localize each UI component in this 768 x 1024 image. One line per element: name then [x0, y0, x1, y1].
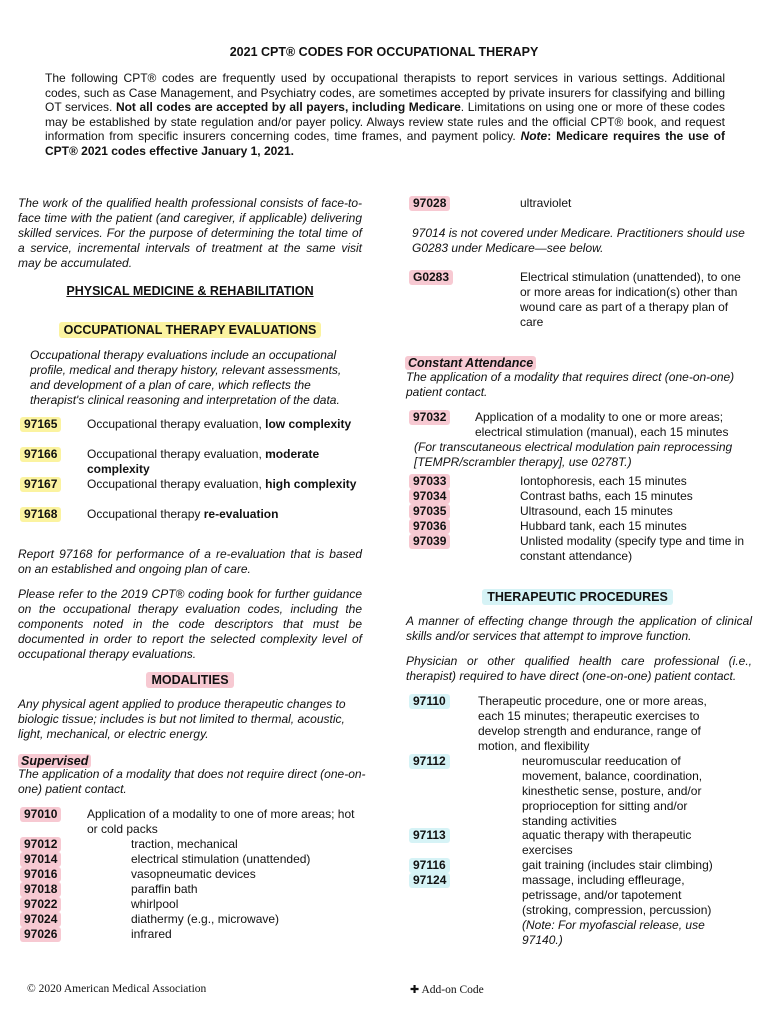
code-97033: 97033 [409, 474, 450, 489]
desc-bold: moderate complexity [87, 447, 320, 476]
code-g0283: G0283 [409, 270, 453, 285]
code-description: neuromuscular reeducation of movement, balance, coordination, kinesthetic sense, posture, and/or proprioception for sitting and/or standing activities [522, 754, 703, 828]
constant-heading-text: Constant Attendance [405, 356, 536, 370]
code-97110: 97110 [409, 694, 450, 709]
intro-paragraph [45, 71, 725, 159]
code-description: gait training (includes stair climbing) [522, 858, 713, 872]
code-97039: 97039 [409, 534, 450, 549]
code-description: diathermy (e.g., microwave) [131, 912, 280, 926]
code-description: whirlpool [131, 897, 179, 911]
pmr-heading [18, 282, 362, 300]
code-description: Electrical stimulation (unattended), to one or more areas for indication(s) other than wound care as part of a therapy plan of care [520, 270, 741, 329]
code-description: Therapeutic procedure, one or more areas, each 15 minutes; therapeutic exercises to develop strength and endurance, range of motion, and flexibility [478, 694, 707, 753]
supervised-code-row [20, 897, 365, 912]
eval-description: Occupational therapy evaluations include an occupational profile, medical and therapy history, relevant assessments, and development of a plan of care, which reflects the therapist's clinical reasoning and interpretation of the data. [30, 348, 342, 407]
code-description: Hubbard tank, each 15 minutes [520, 519, 687, 533]
desc-text: Occupational therapy evaluation, [87, 447, 266, 461]
desc-text: Occupational therapy evaluation, [87, 417, 266, 431]
add-on-icon: ✚ [410, 983, 420, 996]
addon-label: Add-on Code [421, 984, 484, 996]
intro-bold-2: : Medicare requires the use of CPT® 2021 codes effective January 1, 2021. [45, 129, 725, 158]
refer-text: Please refer to the 2019 CPT® coding book for further guidance on the occupational therapy evaluation codes, including the components noted in the code descriptors that must be documented in order to report the selected complexity level of occupational therapy evaluations. [18, 587, 362, 661]
constant-code-row [409, 489, 754, 504]
code-description [87, 417, 357, 432]
code-description: aquatic therapy with therapeutic exercises [522, 828, 692, 857]
desc-bold: re-evaluation [203, 507, 279, 521]
code-description: Contrast baths, each 15 minutes [520, 489, 693, 503]
code-97032: 97032 [409, 410, 450, 425]
constant-code-row [409, 474, 754, 489]
eval-heading [18, 321, 362, 339]
code-97022: 97022 [20, 897, 61, 912]
code-description: ultraviolet [520, 196, 572, 210]
code-description: Application of a modality to one or more areas; electrical stimulation (manual), each 15 minutes [475, 410, 729, 439]
code-description [87, 477, 357, 492]
code-97026: 97026 [20, 927, 61, 942]
code-description: paraffin bath [131, 882, 198, 896]
code-97014: 97014 [20, 852, 61, 867]
work-text: The work of the qualified health professional consists of face-to-face time with the patient (and caregiver, if applicable) delivering skilled services. For the purpose of determining the total time of a service, incremental intervals of treatment at the same visit may be accumulated. [18, 196, 362, 270]
code-97010: 97010 [20, 807, 61, 822]
code-description: vasopneumatic devices [131, 867, 256, 881]
constant-code-row [409, 519, 754, 534]
desc-bold: low complexity [265, 417, 352, 431]
desc-text: Occupational therapy [87, 507, 204, 521]
intro-note: Note [520, 129, 548, 144]
code-97035: 97035 [409, 504, 450, 519]
therapeutic-heading [405, 588, 750, 606]
code-description: Ultrasound, each 15 minutes [520, 504, 673, 518]
supervised-code-row [20, 852, 365, 867]
code-97165: 97165 [20, 417, 61, 432]
supervised-code-row [20, 867, 365, 882]
supervised-code-row [20, 912, 365, 927]
therapeutic-description-1: A manner of effecting change through the application of clinical skills and/or services that attempt to improve function. [406, 614, 752, 643]
constant-code-row [409, 504, 754, 519]
pmr-heading-text: PHYSICAL MEDICINE & REHABILITATION [66, 284, 314, 298]
page-title: 2021 CPT® CODES FOR OCCUPATIONAL THERAPY [229, 45, 539, 59]
myofascial-note: (Note: For myofascial release, use 97140.) [522, 918, 705, 947]
supervised-code-row [20, 882, 365, 897]
code-description: massage, including effleurage, petrissage, and/or tapotement (stroking, compression, percussion) [522, 873, 712, 917]
addon-legend [410, 983, 484, 996]
copyright: © 2020 American Medical Association [27, 983, 207, 995]
constant-code-row [409, 534, 754, 564]
code-97028: 97028 [409, 196, 450, 211]
desc-text: Occupational therapy evaluation, [87, 477, 266, 491]
note-97014: 97014 is not covered under Medicare. Practitioners should use G0283 under Medicare—see below. [412, 226, 745, 255]
intro-text-1: The following CPT® codes are frequently used by occupational therapists to report services in various settings. Additional codes, such as Case Management, and Psychiatry codes, are sometimes accepted by private insurers for classifying and billing OT services. [45, 71, 725, 115]
code-description: Unlisted modality (specify type and time in constant attendance) [520, 534, 745, 563]
code-97016: 97016 [20, 867, 61, 882]
code-97034: 97034 [409, 489, 450, 504]
code-97012: 97012 [20, 837, 61, 852]
constant-code-list [409, 474, 754, 564]
code-description: Iontophoresis, each 15 minutes [520, 474, 687, 488]
report-text: Report 97168 for performance of a re-evaluation that is based on an established and ongoing plan of care. [18, 547, 362, 576]
modalities-heading-text: MODALITIES [146, 672, 233, 688]
supervised-code-list [20, 837, 365, 942]
code-97112: 97112 [409, 754, 450, 769]
code-97036: 97036 [409, 519, 450, 534]
modalities-description: Any physical agent applied to produce therapeutic changes to biologic tissue; includes is but not limited to thermal, acoustic, light, mechanical, or electric energy. [18, 697, 346, 741]
intro-text-2: . Limitations on using one or more of these codes may be established by state regulation and/or payer policy. Always review state rules and the official CPT® book, and request information from specific insurers concerning codes, time frames, and payment policy. [45, 100, 726, 144]
supervised-description: The application of a modality that does not require direct (one-on-one) patient contact. [18, 767, 366, 796]
code-description: traction, mechanical [131, 837, 238, 851]
supervised-code-row [20, 927, 365, 942]
therapeutic-heading-text: THERAPEUTIC PROCEDURES [482, 589, 673, 605]
code-97166: 97166 [20, 447, 61, 462]
code-97116: 97116 [409, 858, 450, 873]
code-description: electrical stimulation (unattended) [131, 852, 311, 866]
constant-description: The application of a modality that requires direct (one-on-one) patient contact. [406, 370, 735, 399]
code-97168: 97168 [20, 507, 61, 522]
code-97124: 97124 [409, 873, 450, 888]
eval-heading-text: OCCUPATIONAL THERAPY EVALUATIONS [59, 322, 322, 338]
desc-bold: high complexity [265, 477, 357, 491]
code-description: infrared [131, 927, 172, 941]
code-97024: 97024 [20, 912, 61, 927]
code-97113: 97113 [409, 828, 450, 843]
modalities-heading [18, 671, 362, 689]
therapeutic-description-2: Physician or other qualified health care professional (i.e., therapist) required to have direct (one-on-one) patient contact. [406, 654, 752, 683]
code-description [87, 507, 357, 522]
intro-bold-1: Not all codes are accepted by all payers, including Medicare [115, 100, 461, 115]
supervised-code-row [20, 837, 365, 852]
supervised-heading-text: Supervised [18, 754, 91, 768]
code-description: Application of a modality to one of more areas; hot or cold packs [87, 807, 355, 836]
code-97018: 97018 [20, 882, 61, 897]
tens-note: (For transcutaneous electrical modulation pain reprocessing [TEMPR/scrambler therapy], use 0278T.) [414, 440, 733, 469]
code-97167: 97167 [20, 477, 61, 492]
code-description [87, 447, 357, 477]
